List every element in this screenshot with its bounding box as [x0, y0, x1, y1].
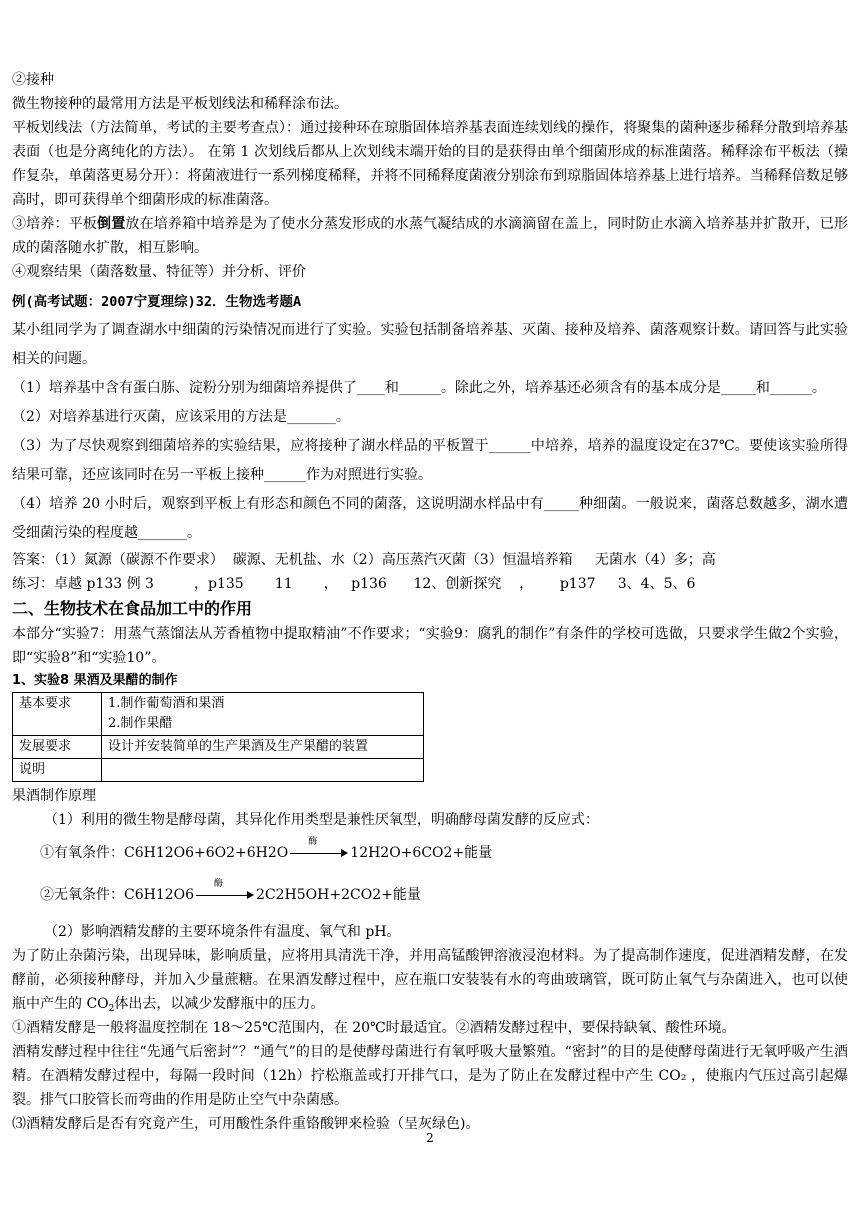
principle-point-1: （1）利用的微生物是酵母菌，其异化作用类型是兼性厌氧型，明确酵母菌发酵的反应式：: [44, 812, 599, 828]
streak-method-paragraph: 平板划线法（方法简单，考试的主要考查点）：通过接种环在琼脂固体培养基表面连续划线的操作，将聚集的菌种逐步稀释分散到培养基表面（也是分离纯化的方法）。 在第 1 次划线后都从上次划线末端开始的目的是获得由单个细菌形成的标准菌落。稀释涂布平板法（操作复杂，单菌落更易分开）：将菌液进行一系列梯度稀释，并将不同稀释度菌液分别涂布到琼脂固体培养基上进行培养。当稀释倍数足够高时，即可获得单个细菌形成的标准菌落。: [12, 120, 848, 208]
question-4: （4）培养 20 小时后，观察到平板上有形态和颜色不同的菌落，这说明湖水样品中有_____种细菌。一般说来，菌落总数越多，湖水遭受细菌污染的程度越_______。: [12, 496, 848, 541]
example-heading: 例(高考试题：2007宁夏理综)32．生物选考题A: [12, 294, 302, 310]
requirements-table: [12, 692, 424, 782]
anaerobic-equation: ②无氧条件：C6H12O6 酶 2C2H5OH+2CO2+能量: [40, 879, 421, 903]
principle-point-2: （2）影响酒精发酵的主要环境条件有温度、氧气和 pH。: [44, 924, 401, 940]
aerobic-equation: ①有氧条件：C6H12O6+6O2+6H2O 酶 12H2O+6CO2+能量: [40, 837, 493, 861]
row-value: [102, 759, 424, 782]
table-row: [13, 736, 424, 759]
reaction-arrow-icon: 酶: [196, 888, 254, 902]
inverted-emphasis: 倒置: [97, 216, 126, 232]
inoculation-heading: ②接种: [12, 72, 54, 88]
reaction-arrow-icon: 酶: [290, 846, 348, 860]
question-1: （1）培养基中含有蛋白胨、淀粉分别为细菌培养提供了____和______。除此之外，培养基还必须含有的基本成分是_____和______。: [12, 380, 826, 396]
page-number: 2: [426, 1131, 434, 1145]
detection-line: ⑶酒精发酵后是否有究竟产生，可用酸性条件重铬酸钾来检验（呈灰绿色)。: [12, 1116, 480, 1132]
row-value: 1.制作葡萄酒和果酒 2.制作果醋: [102, 693, 424, 736]
row-value: 设计并安装简单的生产果酒及生产果醋的装置: [102, 736, 424, 759]
temperature-line: ①酒精发酵是一般将温度控制在 18～25℃范围内，在 20℃时最适宜。②酒精发酵过程中，要保持缺氧、酸性环境。: [12, 1020, 736, 1036]
observe-line: ④观察结果（菌落数量、特征等）并分析、评价: [12, 264, 306, 280]
example-intro: 某小组同学为了调查湖水中细菌的污染情况而进行了实验。实验包括制备培养基、灭菌、接种及培养、菌落观察计数。请回答与此实验相关的问题。: [12, 322, 848, 367]
section-2-intro: 本部分“实验7：用蒸气蒸馏法从芳香植物中提取精油”不作要求；“实验9：腐乳的制作”有条件的学校可选做，只要求学生做2个实验，即“实验8”和“实验10”。: [12, 626, 848, 666]
section-2-title: 二、生物技术在食品加工中的作用: [12, 599, 253, 618]
row-label: 基本要求: [13, 693, 102, 736]
practice-line: 练习：卓越 p133 例 3 ，p135 11 ， p136 12、创新探究 ， p137 3、4、5、6: [12, 576, 696, 592]
row-label: 发展要求: [13, 736, 102, 759]
document-page: [12, 68, 848, 1136]
experiment-8-heading: 1、实验8 果酒及果醋的制作: [12, 673, 178, 688]
inoculation-methods: 微生物接种的最常用方法是平板划线法和稀释涂布法。: [12, 96, 348, 112]
row-label: 说明: [13, 759, 102, 782]
contamination-paragraph: 为了防止杂菌污染，出现异味，影响质量，应将用具清洗干净，并用高锰酸钾溶液浸泡材料。为了提高制作速度，促进酒精发酵，在发酵前，必须接种酵母，并加入少量蔗糖。在果酒发酵过程中，应在瓶口安装装有水的弯曲玻璃管，既可防止氧气与杂菌进入，也可以使瓶中产生的 $CO_2$体出去，以减少发酵瓶中的压力。: [12, 948, 848, 1014]
table-row: [13, 759, 424, 782]
table-row: [13, 693, 424, 736]
answer-line: 答案：（1）氮源（碳源不作要求） 碳源、无机盐、水（2）高压蒸汽灭菌（3）恒温培养箱 无菌水（4）多；高: [12, 552, 716, 568]
question-3: （3）为了尽快观察到细菌培养的实验结果，应将接种了湖水样品的平板置于______中培养，培养的温度设定在37℃。要使该实验所得结果可靠，还应该同时在另一平板上接种______作为对照进行实验。: [12, 438, 848, 483]
aeration-paragraph: 酒精发酵过程中往往“先通气后密封”？“通气”的目的是使酵母菌进行有氧呼吸大量繁殖。“密封”的目的是使酵母菌进行无氧呼吸产生酒精。在酒精发酵过程中，每隔一段时间（12h）拧松瓶盖或打开排气口，是为了防止在发酵过程中产生 CO₂ ，使瓶内气压过高引起爆裂。排气口胶管长而弯曲的作用是防止空气中杂菌感。: [12, 1044, 848, 1108]
culture-paragraph: ③培养：平板倒置放在培养箱中培养是为了使水分蒸发形成的水蒸气凝结成的水滴滴留在盖上，同时防止水滴入培养基并扩散开，已形成的菌落随水扩散，相互影响。: [12, 216, 849, 256]
question-2: （2）对培养基进行灭菌，应该采用的方法是_______。: [12, 409, 350, 425]
principle-heading: 果酒制作原理: [12, 788, 96, 804]
